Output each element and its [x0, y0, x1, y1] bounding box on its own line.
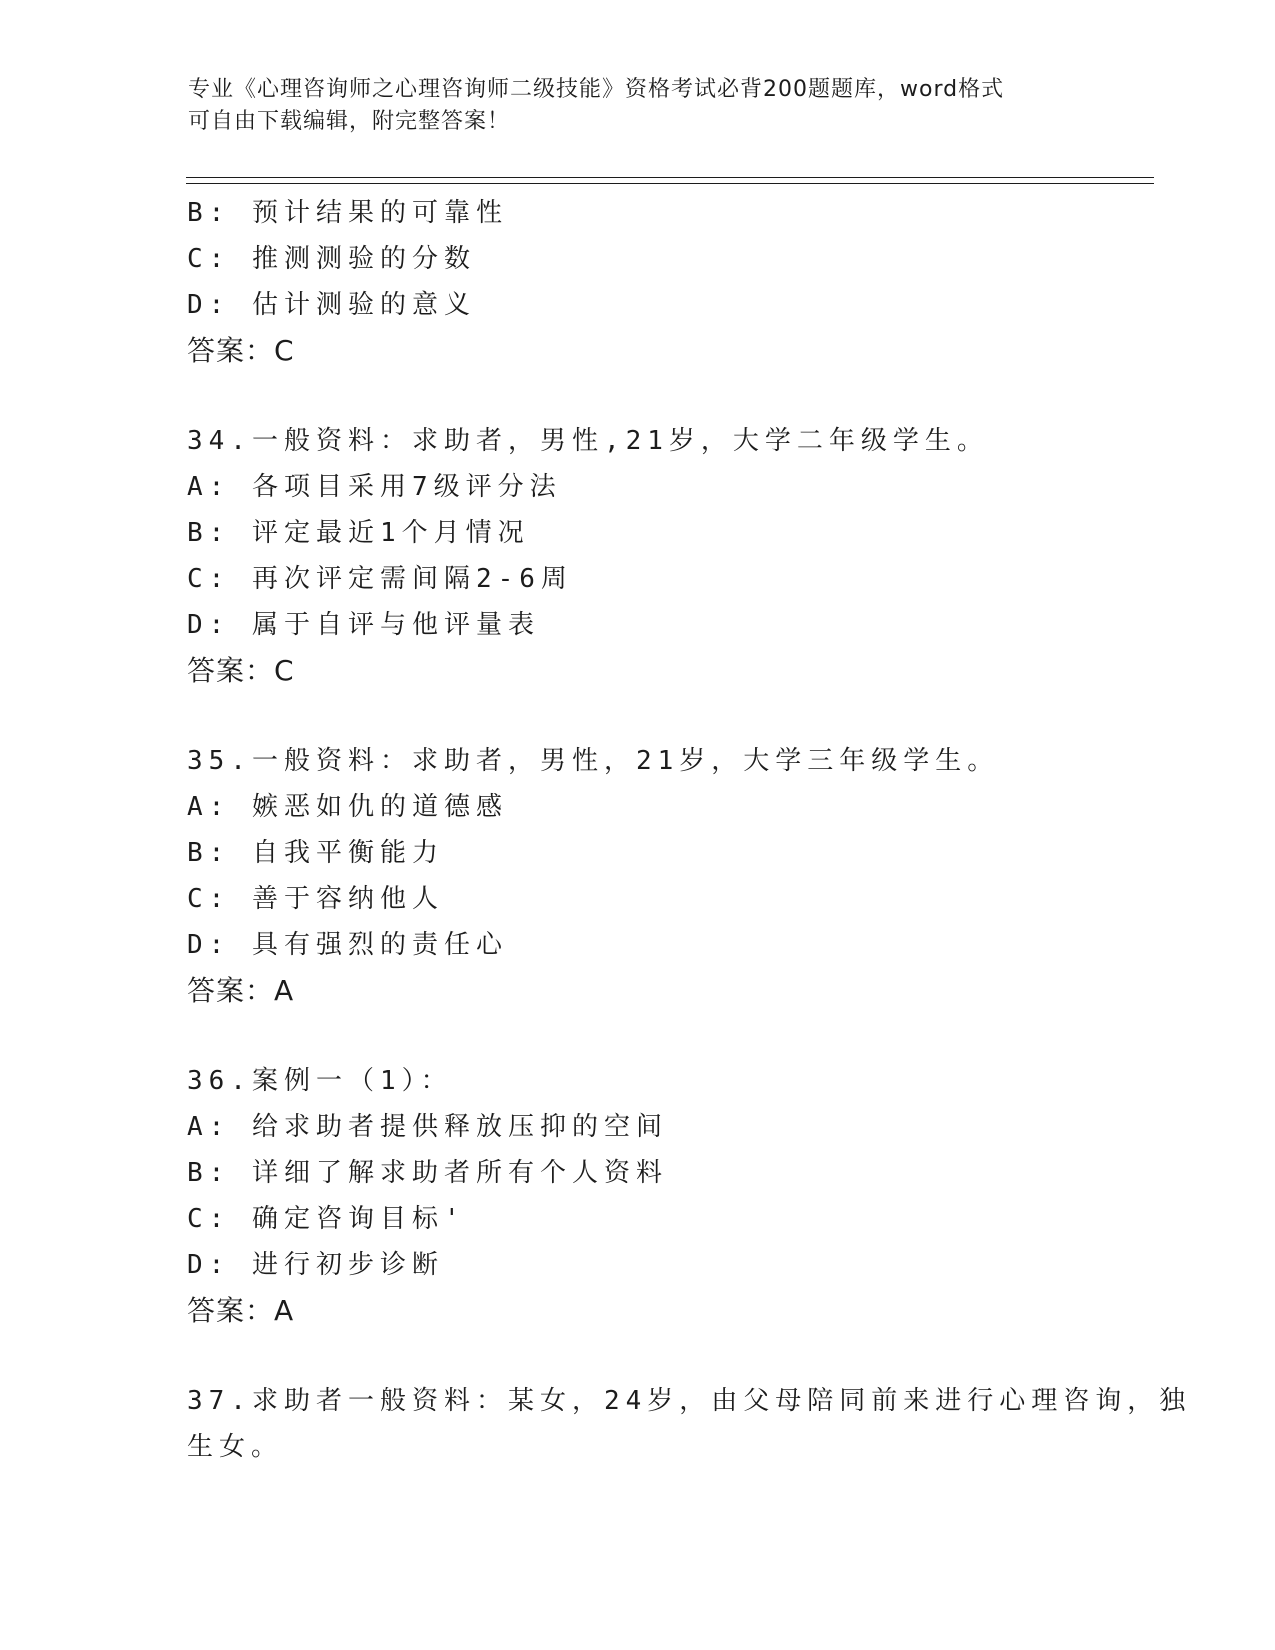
option-b: B: 自我平衡能力: [187, 838, 444, 868]
option-a: A: 给求助者提供释放压抑的空间: [187, 1112, 668, 1142]
document-header: [188, 74, 1088, 138]
option-c: C: 确定咨询目标': [187, 1204, 466, 1234]
option-c: C: 再次评定需间隔2-6周: [187, 564, 573, 594]
answer-line: 答案：C: [187, 334, 295, 367]
question-36: [187, 1058, 1087, 1334]
option-d: D: 具有强烈的责任心: [187, 930, 508, 960]
answer-line: 答案：A: [187, 974, 295, 1007]
answer-line: 答案：A: [187, 1294, 295, 1327]
option-c: C: 善于容纳他人: [187, 884, 444, 914]
question-stem: 34.一般资料：求助者，男性,21岁，大学二年级学生。: [187, 426, 989, 456]
header-rule-top: [186, 177, 1154, 178]
option-a: A: 嫉恶如仇的道德感: [187, 792, 508, 822]
header-line-1: 专业《心理咨询师之心理咨询师二级技能》资格考试必背200题题库，word格式: [188, 77, 1005, 102]
header-line-2: 可自由下载编辑，附完整答案！: [188, 109, 511, 134]
question-34: [187, 418, 1087, 694]
question-stem-line-1: 37.求助者一般资料：某女，24岁，由父母陪同前来进行心理咨询，独: [187, 1386, 1192, 1416]
question-stem-line-2: 生女。: [187, 1432, 284, 1462]
option-b: B: 评定最近1个月情况: [187, 518, 530, 548]
answer-line: 答案：C: [187, 654, 295, 687]
option-c: C: 推测测验的分数: [187, 244, 476, 274]
option-d: D: 属于自评与他评量表: [187, 610, 540, 640]
question-stem: 35.一般资料：求助者，男性，21岁，大学三年级学生。: [187, 746, 1000, 776]
option-b: B: 详细了解求助者所有个人资料: [187, 1158, 668, 1188]
question-stem: 36.案例一（1）：: [187, 1066, 453, 1096]
question-35: [187, 738, 1087, 1014]
header-rule-bottom: [186, 183, 1154, 184]
option-d: D: 估计测验的意义: [187, 290, 476, 320]
option-b: B: 预计结果的可靠性: [187, 198, 508, 228]
continued-question: [187, 190, 1087, 374]
option-d: D: 进行初步诊断: [187, 1250, 444, 1280]
question-content: [187, 190, 1192, 1470]
option-a: A: 各项目采用7级评分法: [187, 472, 562, 502]
question-37: [187, 1378, 1192, 1470]
